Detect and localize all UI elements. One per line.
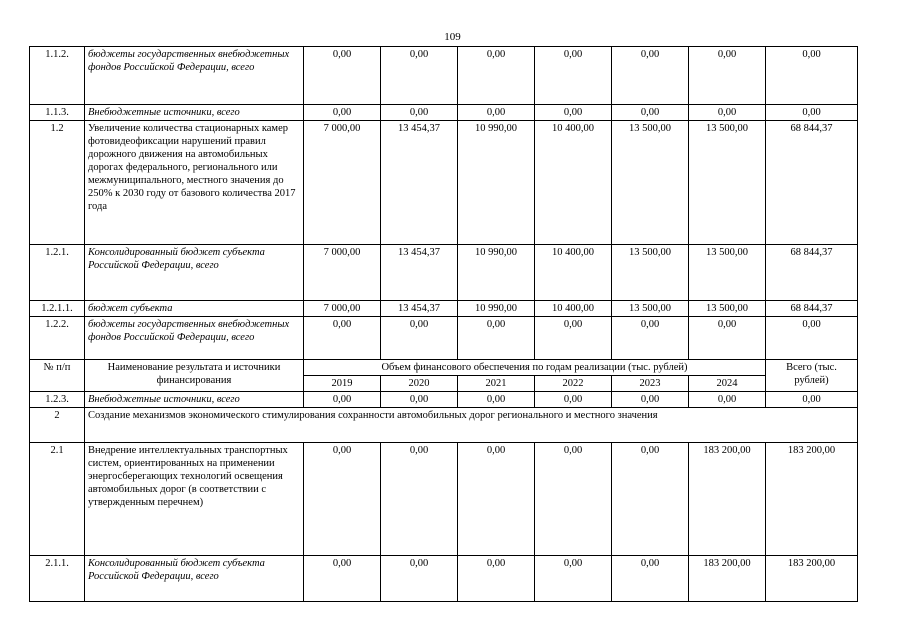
total-cell: 68 844,37 (766, 121, 858, 245)
year-value-cell: 0,00 (304, 392, 381, 408)
year-value-cell: 0,00 (689, 105, 766, 121)
budget-table (29, 46, 858, 602)
year-value-cell: 13 500,00 (612, 245, 689, 301)
year-value-cell: 13 500,00 (689, 245, 766, 301)
year-value-cell: 0,00 (381, 556, 458, 602)
year-value-cell: 10 400,00 (535, 121, 612, 245)
year-value-cell: 0,00 (458, 392, 535, 408)
year-value-cell: 0,00 (689, 392, 766, 408)
row-number: 1.2.2. (30, 317, 85, 360)
header-years-group: Объем финансового обеспечения по годам реализации (тыс. рублей) (304, 360, 766, 376)
table-row (30, 301, 858, 317)
table-row (30, 245, 858, 301)
row-name: бюджеты государственных внебюджетных фондов Российской Федерации, всего (85, 317, 304, 360)
year-value-cell: 10 990,00 (458, 245, 535, 301)
year-value-cell: 0,00 (304, 317, 381, 360)
year-value-cell: 0,00 (689, 317, 766, 360)
year-value-cell: 13 500,00 (689, 121, 766, 245)
year-value-cell: 13 454,37 (381, 301, 458, 317)
table-body-bottom (30, 392, 858, 408)
year-value-cell: 0,00 (689, 47, 766, 105)
header-year: 2021 (458, 376, 535, 392)
row-number: 1.2.1. (30, 245, 85, 301)
section-row (30, 408, 858, 443)
year-value-cell: 13 500,00 (689, 301, 766, 317)
row-name: Консолидированный бюджет субъекта Российской Федерации, всего (85, 556, 304, 602)
table-body-section (30, 443, 858, 602)
row-name: бюджеты государственных внебюджетных фондов Российской Федерации, всего (85, 47, 304, 105)
year-value-cell: 13 454,37 (381, 121, 458, 245)
year-value-cell: 0,00 (458, 105, 535, 121)
year-value-cell: 0,00 (381, 443, 458, 556)
year-value-cell: 0,00 (458, 443, 535, 556)
table-row (30, 105, 858, 121)
table-row (30, 121, 858, 245)
total-cell: 68 844,37 (766, 245, 858, 301)
year-value-cell: 0,00 (612, 105, 689, 121)
year-value-cell: 183 200,00 (689, 556, 766, 602)
year-value-cell: 0,00 (381, 105, 458, 121)
year-value-cell: 0,00 (535, 443, 612, 556)
header-year: 2019 (304, 376, 381, 392)
table-row (30, 392, 858, 408)
year-value-cell: 0,00 (612, 443, 689, 556)
section-id: 2 (30, 408, 85, 443)
year-value-cell: 0,00 (458, 317, 535, 360)
row-name: Консолидированный бюджет субъекта Российской Федерации, всего (85, 245, 304, 301)
year-value-cell: 0,00 (304, 105, 381, 121)
total-cell: 183 200,00 (766, 556, 858, 602)
header-year: 2022 (535, 376, 612, 392)
row-number: 1.2.3. (30, 392, 85, 408)
header-year: 2020 (381, 376, 458, 392)
row-number: 2.1.1. (30, 556, 85, 602)
year-value-cell: 0,00 (535, 105, 612, 121)
table-row (30, 47, 858, 105)
total-cell: 0,00 (766, 392, 858, 408)
section-block (30, 408, 858, 443)
year-value-cell: 10 400,00 (535, 301, 612, 317)
year-value-cell: 0,00 (304, 443, 381, 556)
header-year: 2023 (612, 376, 689, 392)
row-number: 1.2.1.1. (30, 301, 85, 317)
section-title: Создание механизмов экономического стимулирования сохранности автомобильных дорог регионального и местного значения (85, 408, 858, 443)
year-value-cell: 0,00 (612, 556, 689, 602)
table-row (30, 556, 858, 602)
row-name: Внедрение интеллектуальных транспортных систем, ориентированных на применении энергосберегающих технологий освещения автомобильных дорог (в соответствии с утвержденным перечнем) (85, 443, 304, 556)
year-value-cell: 10 990,00 (458, 301, 535, 317)
year-value-cell: 0,00 (381, 317, 458, 360)
page-number: 109 (444, 31, 461, 43)
table-row (30, 317, 858, 360)
year-value-cell: 0,00 (535, 317, 612, 360)
row-number: 2.1 (30, 443, 85, 556)
year-value-cell: 0,00 (458, 556, 535, 602)
year-value-cell: 0,00 (381, 47, 458, 105)
year-value-cell: 0,00 (612, 317, 689, 360)
year-value-cell: 0,00 (535, 47, 612, 105)
table-header (30, 360, 858, 392)
year-value-cell: 0,00 (535, 392, 612, 408)
year-value-cell: 0,00 (304, 556, 381, 602)
year-value-cell: 0,00 (612, 47, 689, 105)
row-name: бюджет субъекта (85, 301, 304, 317)
total-cell: 183 200,00 (766, 443, 858, 556)
year-value-cell: 0,00 (535, 556, 612, 602)
row-name: Внебюджетные источники, всего (85, 392, 304, 408)
row-number: 1.1.2. (30, 47, 85, 105)
table-row (30, 443, 858, 556)
year-value-cell: 0,00 (458, 47, 535, 105)
year-value-cell: 0,00 (381, 392, 458, 408)
year-value-cell: 0,00 (304, 47, 381, 105)
header-num: № п/п (30, 360, 85, 392)
total-cell: 0,00 (766, 105, 858, 121)
year-value-cell: 13 500,00 (612, 301, 689, 317)
year-value-cell: 7 000,00 (304, 121, 381, 245)
row-number: 1.2 (30, 121, 85, 245)
year-value-cell: 7 000,00 (304, 245, 381, 301)
year-value-cell: 183 200,00 (689, 443, 766, 556)
row-name: Увеличение количества стационарных камер фотовидеофиксации нарушений правил дорожного движения на автомобильных дорогах федерального, регионального или межмуниципального, местного значения до 250% к 2030 году от базового количества 2017 года (85, 121, 304, 245)
row-name: Внебюджетные источники, всего (85, 105, 304, 121)
year-value-cell: 0,00 (612, 392, 689, 408)
total-cell: 0,00 (766, 47, 858, 105)
total-cell: 0,00 (766, 317, 858, 360)
row-number: 1.1.3. (30, 105, 85, 121)
year-value-cell: 7 000,00 (304, 301, 381, 317)
year-value-cell: 13 500,00 (612, 121, 689, 245)
header-total: Всего (тыс. рублей) (766, 360, 858, 392)
header-year: 2024 (689, 376, 766, 392)
table-body-top (30, 47, 858, 360)
year-value-cell: 10 990,00 (458, 121, 535, 245)
header-name: Наименование результата и источники финансирования (85, 360, 304, 392)
year-value-cell: 10 400,00 (535, 245, 612, 301)
header-row-1 (30, 360, 858, 376)
year-value-cell: 13 454,37 (381, 245, 458, 301)
total-cell: 68 844,37 (766, 301, 858, 317)
